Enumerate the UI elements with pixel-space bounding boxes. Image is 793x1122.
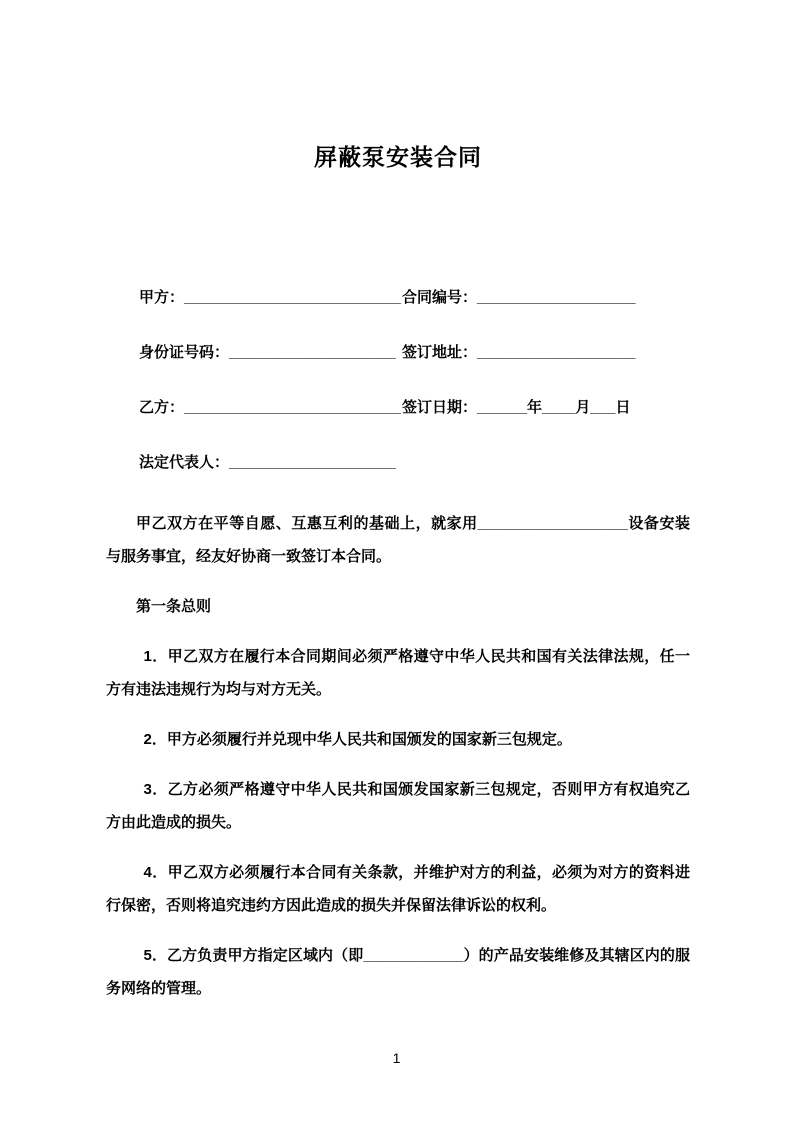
clause-2: 2．甲方必须履行并兑现中华人民共和国颁发的国家新三包规定。 [143, 731, 572, 748]
contract-header-form [106, 287, 690, 473]
signing-date-field[interactable]: 签订日期：______年____月___日 [402, 399, 631, 416]
contract-number-field[interactable]: 合同编号：___________________ [402, 289, 636, 306]
document-title: 屏蔽泵安装合同 [314, 144, 482, 170]
form-row-legal-representative [139, 452, 690, 473]
form-row-party-a [139, 287, 690, 308]
clause-3: 3．乙方必须严格遵守中华人民共和国颁发国家新三包规定，否则甲方有权追究乙方由此造成的损失。 [106, 781, 690, 831]
form-row-id-number [139, 342, 690, 363]
clause-4: 4．甲乙双方必须履行本合同有关条款，并维护对方的利益，必须为对方的资料进行保密，否则将追究违约方因此造成的损失并保留法律诉讼的权利。 [106, 864, 690, 914]
page-number: 1 [392, 1050, 401, 1066]
id-number-field[interactable]: 身份证号码：____________________ [139, 344, 396, 361]
signing-address-field[interactable]: 签订地址：___________________ [402, 344, 636, 361]
intro-paragraph: 甲乙双方在平等自愿、互惠互利的基础上，就家用__________________设备安装与服务事宜，经友好协商一致签订本合同。 [106, 515, 690, 565]
party-b-field[interactable]: 乙方：__________________________ [139, 399, 401, 416]
legal-representative-field[interactable]: 法定代表人：____________________ [139, 454, 396, 471]
empty-field [402, 452, 690, 473]
clause-1: 1．甲乙双方在履行本合同期间必须严格遵守中华人民共和国有关法律法规，任一方有违法违规行为均与对方无关。 [106, 648, 690, 698]
party-a-field[interactable]: 甲方：__________________________ [139, 289, 401, 306]
section-heading: 第一条总则 [136, 598, 212, 615]
clause-5: 5．乙方负责甲方指定区域内（即____________）的产品安装维修及其辖区内的服务网络的管理。 [106, 947, 690, 997]
form-row-party-b [139, 397, 690, 418]
